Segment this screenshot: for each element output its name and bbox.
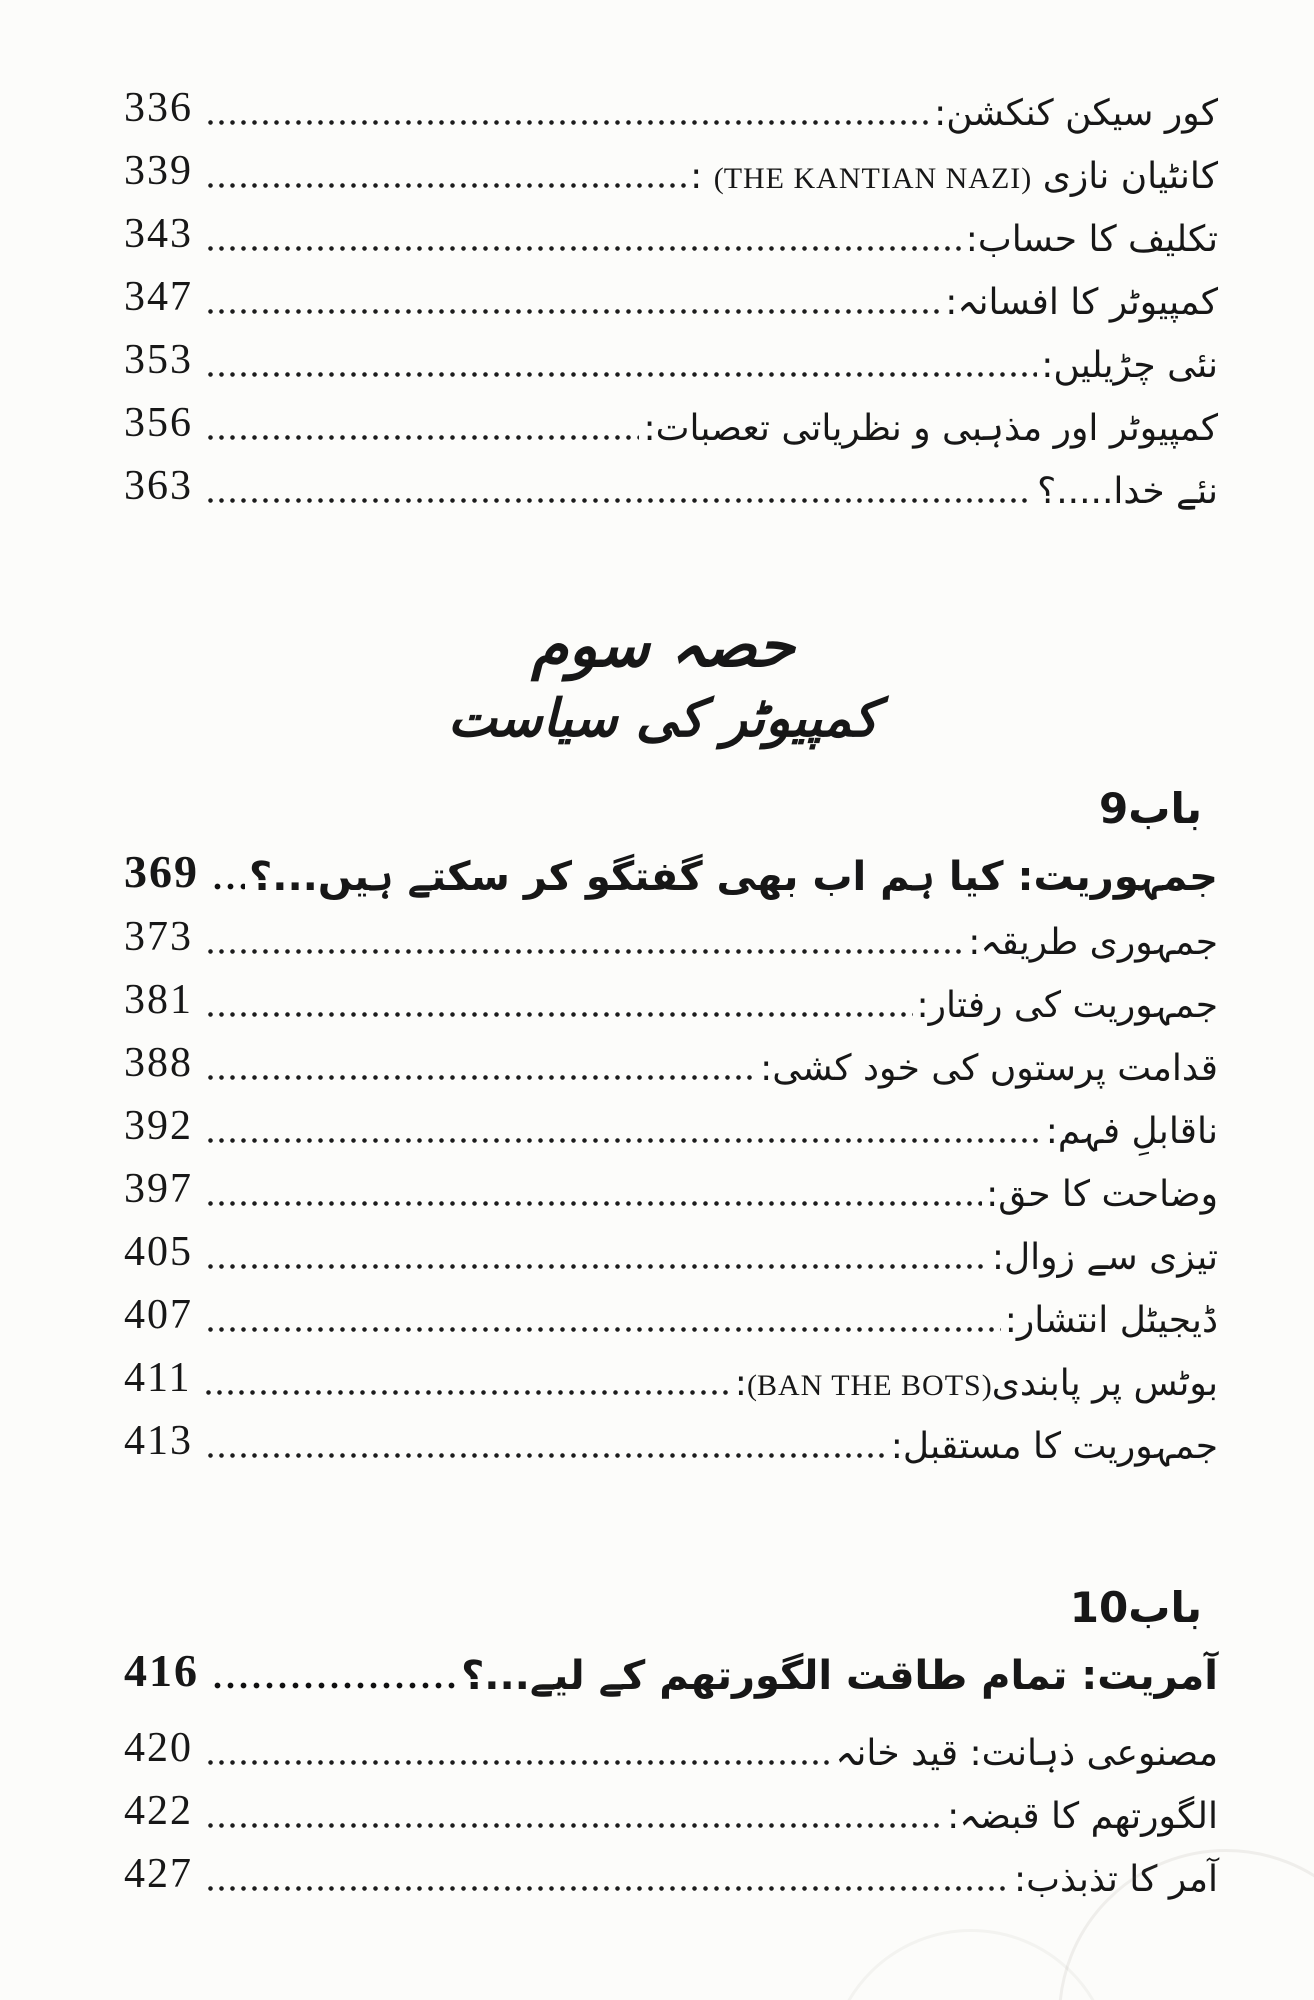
toc-row [124,1096,1218,1159]
page-number: 336 [124,85,193,131]
toc-row [124,1718,1218,1781]
entry-title: نئی چڑیلیں: [1041,345,1218,386]
page-number: 353 [124,337,193,383]
dot-leader [205,182,686,189]
entry-title: وضاحت کا حق: [986,1174,1218,1215]
entry-title: تکلیف کا حساب: [965,219,1218,260]
entry-title: نئے خدا.....؟ [1037,471,1218,512]
dot-leader [205,497,1033,504]
page-number: 388 [124,1040,193,1086]
dot-leader [205,1200,982,1207]
entry-title: ڈیجیٹل انتشار: [1004,1300,1218,1341]
part-heading-line1: حصہ سوم [531,611,795,681]
toc-chapter-title-row [124,835,1218,907]
part-heading-line2: کمپیوٹر کی سیاست [447,689,879,749]
page-number: 363 [124,463,193,509]
entry-title: آمر کا تذبذب: [1014,1859,1218,1900]
dot-leader [205,1074,756,1081]
page-number: 411 [124,1355,192,1401]
watermark-circle [828,1929,1114,2000]
page-number: 356 [124,400,193,446]
dot-leader [205,1759,831,1766]
toc-section-part2-tail [124,0,1218,519]
dot-leader [205,371,1037,378]
entry-title: کانٹیان نازی (THE KANTIAN NAZI) : [690,156,1218,197]
toc-row [124,1159,1218,1222]
latin-text: (BAN THE BOTS) [746,1369,992,1402]
toc-row [124,1348,1218,1411]
entry-title: کمپیوٹر اور مذہبی و نظریاتی تعصبات: [643,408,1218,449]
entry-title: مصنوعی ذہانت: قید خانہ [835,1733,1218,1774]
latin-text: (THE KANTIAN NAZI) [713,162,1032,195]
chapter-9-label: باب9 [1099,784,1202,833]
dot-leader [205,308,941,315]
toc-row [124,330,1218,393]
page-number: 416 [124,1645,199,1696]
entry-title: الگورتھم کا قبضہ: [947,1796,1218,1837]
part-heading [116,611,1210,757]
page-number: 343 [124,211,193,257]
dot-leader [205,1263,988,1270]
entry-title: بوٹس پر پابندی(BAN THE BOTS): [734,1363,1218,1404]
entry-title: جمہوری طریقہ: [968,922,1218,963]
toc-row [124,78,1218,141]
page-number: 392 [124,1103,193,1149]
dot-leader [205,434,639,441]
dot-leader [205,1011,913,1018]
toc-row [124,907,1218,970]
page-number: 339 [124,148,193,194]
dot-leader [205,1326,1001,1333]
chapter-10-title-row [124,1634,1218,1706]
entry-title: جمہوریت کا مستقبل: [890,1426,1218,1467]
toc-row [124,204,1218,267]
toc-row [124,393,1218,456]
toc-row [124,970,1218,1033]
dot-leader [205,1137,1042,1144]
dot-leader [205,1452,887,1459]
toc-row [124,267,1218,330]
page-number: 397 [124,1166,193,1212]
toc-row [124,1411,1218,1474]
page-number: 405 [124,1229,193,1275]
entry-title: جمہوریت: کیا ہم اب بھی گفتگو کر سکتے ہیں...؟ [249,854,1218,900]
toc-row [124,456,1218,519]
dot-leader [205,1822,943,1829]
entry-title: کور سیکن کنکشن: [934,93,1218,134]
dot-leader [205,119,930,126]
toc-row [124,1033,1218,1096]
chapter-9-entries [124,907,1218,1474]
dot-leader [203,1389,730,1396]
page-number: 420 [124,1725,193,1771]
chapter-9-title-row [124,835,1218,907]
entry-title: قدامت پرستوں کی خود کشی: [760,1048,1218,1089]
toc-chapter-title-row [124,1634,1218,1706]
page-number: 407 [124,1292,193,1338]
dot-leader [205,948,964,955]
page-number: 347 [124,274,193,320]
page-number: 413 [124,1418,193,1464]
chapter-10-entries [124,1718,1218,1907]
table-of-contents [124,0,1218,1907]
entry-title: آمریت: تمام طاقت الگورتھم کے لیے...؟ [461,1653,1218,1699]
toc-row [124,1844,1218,1907]
dot-leader [211,1681,457,1690]
entry-title: جمہوریت کی رفتار: [916,985,1218,1026]
page-number: 369 [124,846,199,897]
dot-leader [205,245,962,252]
toc-row [124,141,1218,204]
toc-row [124,1222,1218,1285]
page-number: 373 [124,914,193,960]
page-number: 422 [124,1788,193,1834]
page-number: 381 [124,977,193,1023]
entry-title: کمپیوٹر کا افسانہ: [945,282,1218,323]
chapter-10-label: باب10 [1069,1583,1202,1632]
dot-leader [205,1885,1010,1892]
toc-row [124,1285,1218,1348]
entry-title: تیزی سے زوال: [991,1237,1218,1278]
page-number: 427 [124,1851,193,1897]
entry-title: ناقابلِ فہم: [1045,1111,1218,1152]
toc-row [124,1781,1218,1844]
dot-leader [211,882,245,891]
